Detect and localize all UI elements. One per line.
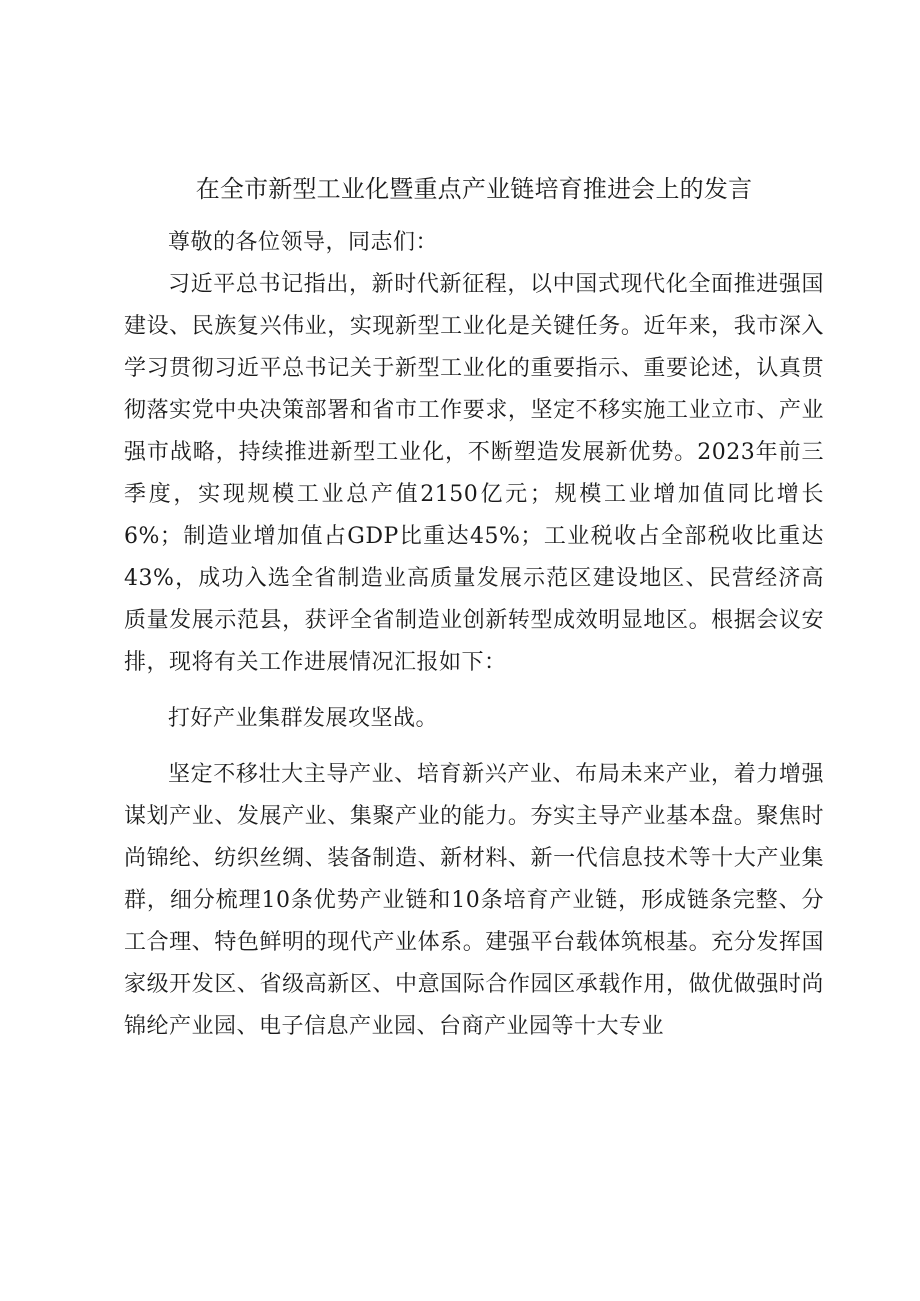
paragraph-industry-cluster: 坚定不移壮大主导产业、培育新兴产业、布局未来产业，着力增强谋划产业、发展产业、集聚产业的能力。夯实主导产业基本盘。聚焦时尚锦纶、纺织丝绸、装备制造、新材料、新一代信息技术等十大产业集群，细分梳理10条优势产业链和10条培育产业链，形成链条完整、分工合理、特色鲜明的现代产业体系。建强平台载体筑根基。充分发挥国家级开发区、省级高新区、中意国际合作园区承载作用，做优做强时尚锦纶产业园、电子信息产业园、台商产业园等十大专业 [124,762,824,1039]
document-body [124,168,824,1048]
salutation: 尊敬的各位领导，同志们： [168,230,439,255]
paragraph-intro: 习近平总书记指出，新时代新征程，以中国式现代化全面推进强国建设、民族复兴伟业，实现新型工业化是关键任务。近年来，我市深入学习贯彻习近平总书记关于新型工业化的重要指示、重要论述，认真贯彻落实党中央决策部署和省市工作要求，坚定不移实施工业立市、产业强市战略，持续推进新型工业化，不断塑造发展新优势。2023年前三季度，实现规模工业总产值2150亿元；规模工业增加值同比增长6%；制造业增加值占GDP比重达45%；工业税收占全部税收比重达43%，成功入选全省制造业高质量发展示范区建设地区、民营经济高质量发展示范县，获评全省制造业创新转型成效明显地区。根据会议安排，现将有关工作进展情况汇报如下： [124,272,824,675]
section-heading: 打好产业集群发展攻坚战。 [168,706,439,731]
document-title: 在全市新型工业化暨重点产业链培育推进会上的发言 [195,175,753,203]
